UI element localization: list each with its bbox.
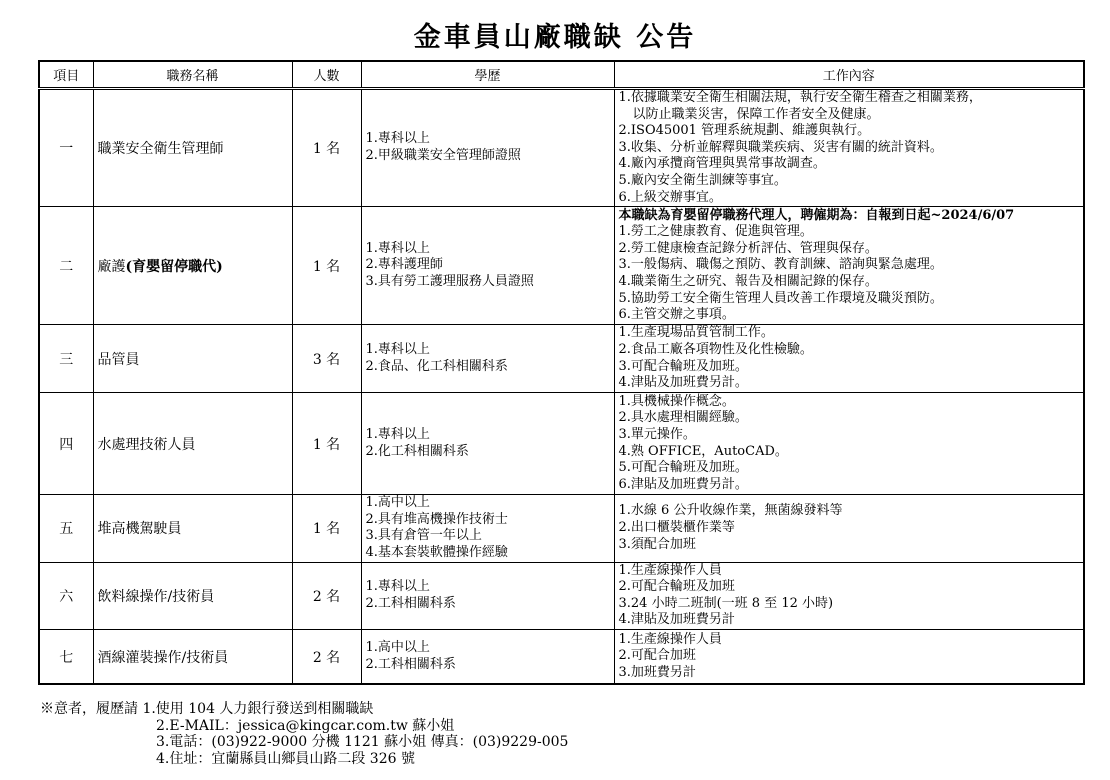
education-item: 4.基本套裝軟體操作經驗 <box>365 544 508 560</box>
duty-item: 2.可配合加班 <box>618 648 696 664</box>
duty-item: 4.職業衛生之研究、報告及相關記錄的保存。 <box>618 273 878 289</box>
education-item: 1.專科以上 <box>365 427 430 443</box>
employment-note: 本職缺為育嬰留停職務代理人，聘僱期為：自報到日起~2024/6/07 <box>618 207 1015 223</box>
duties-cell <box>614 562 1084 629</box>
duty-item: 4.津貼及加班費另計 <box>618 612 735 628</box>
job-title-cell <box>93 629 292 684</box>
table-row <box>39 495 1084 562</box>
education-cell <box>361 629 614 684</box>
duty-item: 4.廠內承攬商管理與異常事故調查。 <box>618 156 826 172</box>
education-item: 2.專科護理師 <box>365 257 443 273</box>
job-title: 酒線灌裝操作/技術員 <box>97 649 229 666</box>
duty-item: 1.水線 6 公升收線作業，無菌線發料等 <box>618 503 843 519</box>
duty-item: 1.生產線操作人員 <box>618 631 722 647</box>
education-item: 1.專科以上 <box>365 131 430 147</box>
duty-item: 2.食品工廠各項物性及化性檢驗。 <box>618 342 813 358</box>
job-title-cell <box>93 325 292 393</box>
duty-item: 2.可配合輪班及加班 <box>618 579 735 595</box>
duty-item: 5.可配合輪班及加班。 <box>618 460 748 476</box>
footer-line-email: 2.E-MAIL：jessica@kingcar.com.tw 蘇小姐 <box>156 717 455 734</box>
duty-item: 3.24 小時二班制(一班 8 至 12 小時) <box>618 595 834 611</box>
job-openings-table <box>38 60 1085 685</box>
duty-item: 1.生產線操作人員 <box>618 562 722 578</box>
table-row <box>39 207 1084 325</box>
job-title: 堆高機駕駛員 <box>97 521 182 538</box>
footer-line-phone: 3.電話：(03)922-9000 分機 1121 蘇小姐 傳真：(03)9229-005 <box>156 734 569 750</box>
education-cell <box>361 562 614 629</box>
job-title: 飲料線操作/技術員 <box>97 588 215 605</box>
duties-cell <box>614 207 1084 325</box>
headcount: 1 名 <box>292 393 361 495</box>
duty-item: 5.協助勞工安全衛生管理人員改善工作環境及職災預防。 <box>618 290 943 306</box>
table-header-row <box>39 61 1084 89</box>
education-item: 1.專科以上 <box>365 240 430 256</box>
education-item: 2.化工科相關科系 <box>365 443 469 459</box>
duty-item: 6.津貼及加班費另計。 <box>618 476 748 492</box>
education-cell <box>361 89 614 207</box>
header-headcount: 人數 <box>292 61 361 89</box>
duty-item: 3.須配合加班 <box>618 536 696 552</box>
contact-footer <box>40 701 568 767</box>
header-duties: 工作內容 <box>614 61 1084 89</box>
item-number: 七 <box>39 629 93 684</box>
education-cell <box>361 325 614 393</box>
duty-item: 以防止職業災害，保障工作者安全及健康。 <box>632 106 880 122</box>
education-item: 2.工科相關科系 <box>365 656 456 672</box>
page-title: 金車員山廠職缺 公告 <box>413 22 697 53</box>
education-cell <box>361 207 614 325</box>
headcount: 3 名 <box>292 325 361 393</box>
table-body <box>39 89 1084 685</box>
job-title: 品管員 <box>97 351 140 368</box>
table-row <box>39 629 1084 684</box>
education-item: 2.甲級職業安全管理師證照 <box>365 148 521 164</box>
education-cell <box>361 495 614 562</box>
duty-item: 5.廠內安全衛生訓練等事宜。 <box>618 172 787 188</box>
duty-item: 2.具水處理相關經驗。 <box>618 410 748 426</box>
header-job-title: 職務名稱 <box>93 61 292 89</box>
education-item: 3.具有倉管一年以上 <box>365 528 482 544</box>
job-title-cell <box>93 89 292 207</box>
duty-item: 3.收集、分析並解釋與職業疾病、災害有關的統計資料。 <box>618 139 943 155</box>
duties-cell <box>614 495 1084 562</box>
duty-item: 1.勞工之健康教育、促進與管理。 <box>618 224 813 240</box>
table-row <box>39 325 1084 393</box>
item-number: 四 <box>39 393 93 495</box>
education-item: 1.高中以上 <box>365 495 430 511</box>
duty-item: 3.一般傷病、職傷之預防、教育訓練、諮詢與緊急處理。 <box>618 257 943 273</box>
duties-cell <box>614 325 1084 393</box>
job-title-cell <box>93 207 292 325</box>
duties-cell <box>614 89 1084 207</box>
item-number: 六 <box>39 562 93 629</box>
header-education: 學歷 <box>361 61 614 89</box>
duties-cell <box>614 629 1084 684</box>
duty-item: 4.熟 OFFICE，AutoCAD。 <box>618 443 788 459</box>
table-row <box>39 89 1084 207</box>
job-title: 水處理技術人員 <box>97 436 196 453</box>
headcount: 1 名 <box>292 89 361 207</box>
headcount: 2 名 <box>292 629 361 684</box>
job-title: 廠護 <box>97 258 126 275</box>
headcount: 1 名 <box>292 495 361 562</box>
education-item: 1.專科以上 <box>365 579 430 595</box>
duty-item: 6.上級交辦事宜。 <box>618 189 722 205</box>
job-title-cell <box>93 562 292 629</box>
duty-item: 2.ISO45001 管理系統規劃、維護與執行。 <box>618 123 871 139</box>
table-row <box>39 393 1084 495</box>
education-item: 1.高中以上 <box>365 640 430 656</box>
item-number: 三 <box>39 325 93 393</box>
duty-item: 1.依據職業安全衛生相關法規，執行安全衛生稽查之相關業務， <box>618 90 982 105</box>
duty-item: 2.勞工健康檢查記錄分析評估、管理與保存。 <box>618 240 878 256</box>
duty-item: 1.生產現場品質管制工作。 <box>618 325 774 341</box>
footer-line-1: ※意者，履歷請 1.使用 104 人力銀行發送到相關職缺 <box>40 701 374 717</box>
duty-item: 1.具機械操作概念。 <box>618 393 735 409</box>
duty-item: 6.主管交辦之事項。 <box>618 307 735 323</box>
item-number: 二 <box>39 207 93 325</box>
duty-item: 3.加班費另計 <box>618 664 696 680</box>
education-item: 2.具有堆高機操作技術士 <box>365 511 508 527</box>
headcount: 2 名 <box>292 562 361 629</box>
education-item: 1.專科以上 <box>365 342 430 358</box>
education-cell <box>361 393 614 495</box>
education-item: 2.工科相關科系 <box>365 595 456 611</box>
education-item: 3.具有勞工護理服務人員證照 <box>365 273 534 289</box>
duty-item: 2.出口櫃裝櫃作業等 <box>618 520 735 536</box>
job-title: 職業安全衛生管理師 <box>97 141 224 158</box>
footer-line-address: 4.住址：宜蘭縣員山鄉員山路二段 326 號 <box>156 750 415 767</box>
table-row <box>39 562 1084 629</box>
duties-cell <box>614 393 1084 495</box>
header-item-no: 項目 <box>39 61 93 89</box>
education-item: 2.食品、化工科相關科系 <box>365 358 508 374</box>
job-title-cell <box>93 495 292 562</box>
job-title-cell <box>93 393 292 495</box>
duty-item: 3.可配合輪班及加班。 <box>618 358 748 374</box>
duty-item: 3.單元操作。 <box>618 427 696 443</box>
job-title-note: (育嬰留停職代) <box>125 258 223 275</box>
item-number: 一 <box>39 89 93 207</box>
headcount: 1 名 <box>292 207 361 325</box>
duty-item: 4.津貼及加班費另計。 <box>618 375 748 391</box>
item-number: 五 <box>39 495 93 562</box>
